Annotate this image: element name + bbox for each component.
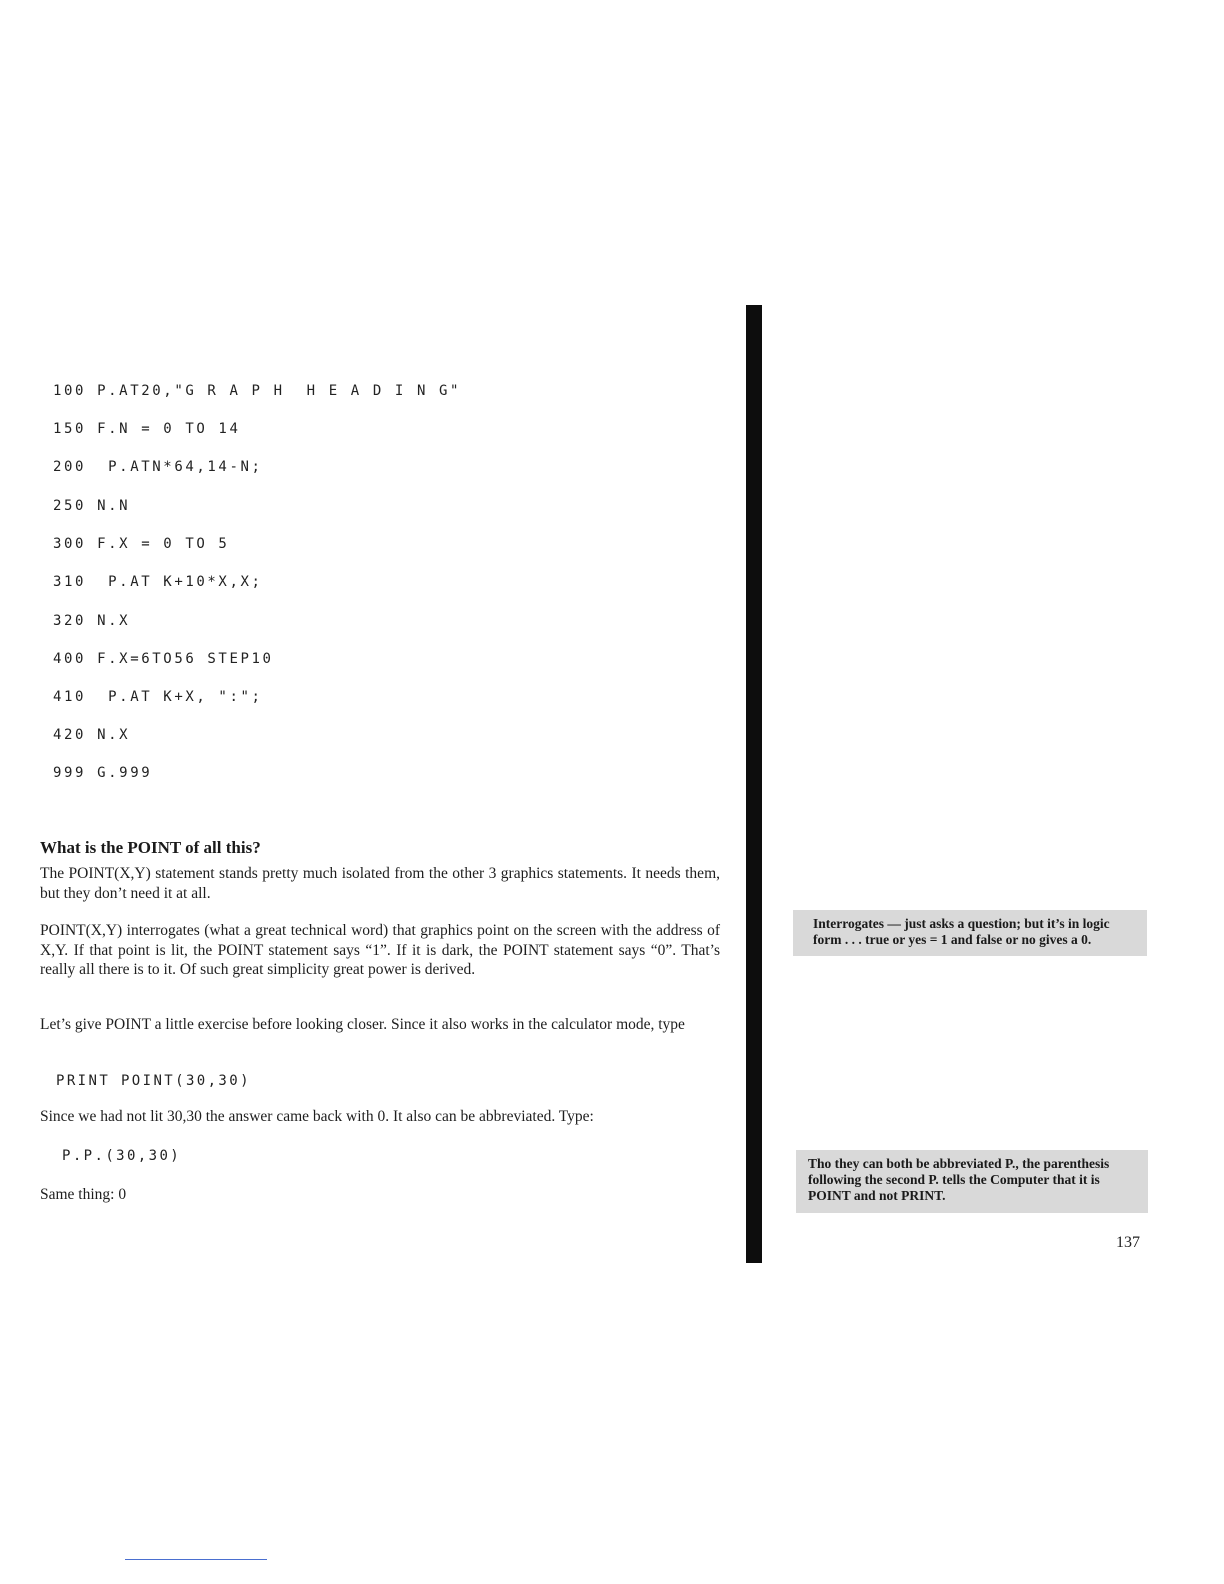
code-line: 200 P.ATN*64,14-N; (53, 459, 263, 475)
code-example: P.P.(30,30) (62, 1148, 182, 1164)
code-line: 410 P.AT K+X, ":"; (53, 689, 263, 705)
code-line: 400 F.X=6TO56 STEP10 (53, 651, 274, 667)
code-line: 320 N.X (53, 613, 131, 629)
code-line: 310 P.AT K+10*X,X; (53, 574, 263, 590)
section-heading: What is the POINT of all this? (40, 838, 261, 857)
sidenote-abbreviation: Tho they can both be abbreviated P., the parenthesis following the second P. tells the Computer that it is POINT and not PRINT. (796, 1150, 1148, 1213)
closing-line: Same thing: 0 (40, 1186, 127, 1203)
page-number: 137 (1116, 1234, 1140, 1251)
code-line: 250 N.N (53, 498, 131, 514)
body-paragraph: POINT(X,Y) interrogates (what a great technical word) that graphics point on the screen with the address of X,Y. If that point is lit, the POINT statement says “1”. If it is dark, the POINT statement says “0”. That’s really all there is to it. Of such great simplicity great power is derived. (40, 922, 720, 978)
code-example: PRINT POINT(30,30) (56, 1073, 251, 1089)
body-paragraph: The POINT(X,Y) statement stands pretty much isolated from the other 3 graphics statements. It needs them, but they don’t need it at all. (40, 865, 720, 902)
code-line: 300 F.X = 0 TO 5 (53, 536, 230, 552)
code-line: 999 G.999 (53, 765, 153, 781)
code-line: 150 F.N = 0 TO 14 (53, 421, 241, 437)
code-line: 100 P.AT20,"G R A P H H E A D I N G" (53, 383, 462, 399)
body-paragraph: Let’s give POINT a little exercise before looking closer. Since it also works in the calculator mode, type (40, 1016, 685, 1033)
body-paragraph: Since we had not lit 30,30 the answer came back with 0. It also can be abbreviated. Type: (40, 1108, 594, 1125)
sidenote-interrogates: Interrogates — just asks a question; but it’s in logic form . . . true or yes = 1 and false or no gives a 0. (793, 910, 1147, 956)
margin-divider (746, 305, 762, 1263)
code-line: 420 N.X (53, 727, 131, 743)
footer-rule (125, 1559, 267, 1560)
